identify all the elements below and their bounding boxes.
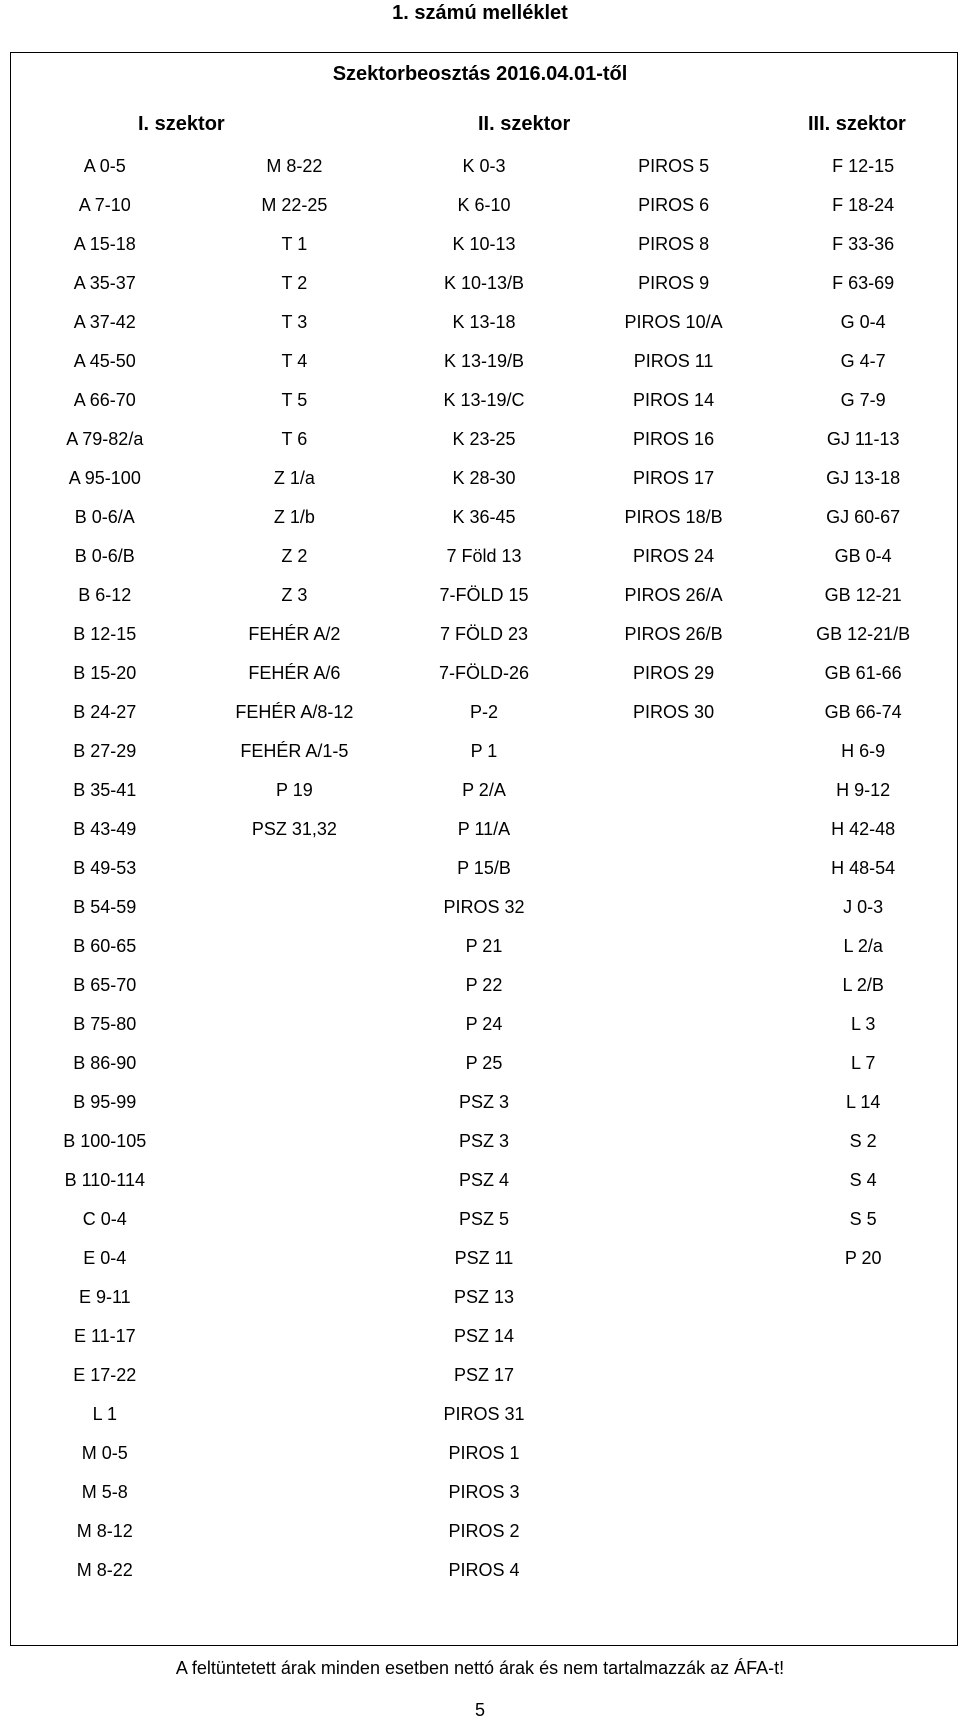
table-cell: K 23-25 — [452, 429, 516, 449]
table-cell: H 9-12 — [836, 780, 891, 800]
table-cell: B 100-105 — [63, 1131, 147, 1151]
table-cell: FEHÉR A/1-5 — [240, 741, 349, 761]
table-row — [10, 147, 958, 186]
table-cell — [200, 1512, 390, 1551]
table-cell: Z 2 — [281, 546, 308, 566]
table-row — [10, 849, 958, 888]
table-cell: PIROS 8 — [638, 234, 710, 254]
table-cell — [768, 1551, 958, 1590]
table-cell: PIROS 10/A — [624, 312, 723, 332]
table-row — [10, 1239, 958, 1278]
table-cell: FEHÉR A/2 — [248, 624, 341, 644]
table-cell: PSZ 31,32 — [251, 819, 337, 839]
table-cell: P 24 — [465, 1014, 503, 1034]
table-cell: Z 3 — [281, 585, 308, 605]
table-cell: A 15-18 — [73, 234, 136, 254]
table-cell: T 6 — [281, 429, 308, 449]
table-cell: PSZ 5 — [458, 1209, 509, 1229]
table-cell: J 0-3 — [843, 897, 884, 917]
table-cell: A 79-82/a — [66, 429, 144, 449]
table-cell — [579, 771, 769, 810]
table-cell: K 13-19/B — [443, 351, 525, 371]
table-cell — [768, 1434, 958, 1473]
table-row — [10, 1317, 958, 1356]
table-cell: P 15/B — [457, 858, 511, 878]
table-row — [10, 966, 958, 1005]
table-cell: F 18-24 — [832, 195, 895, 215]
table-cell: E 0-4 — [83, 1248, 127, 1268]
table-cell — [200, 1278, 390, 1317]
table-row — [10, 1278, 958, 1317]
table-cell: PIROS 31 — [443, 1404, 525, 1424]
table-cell: L 2/a — [843, 936, 883, 956]
table-cell — [579, 1434, 769, 1473]
table-cell: L 3 — [850, 1014, 876, 1034]
table-cell: PIROS 26/A — [624, 585, 723, 605]
table-cell — [200, 888, 390, 927]
table-cell — [200, 927, 390, 966]
table-cell — [200, 1005, 390, 1044]
table-cell — [200, 1551, 390, 1590]
table-row — [10, 1161, 958, 1200]
table-cell: 7 Föld 13 — [446, 546, 522, 566]
table-cell — [200, 1200, 390, 1239]
sector-header-2: II. szektor — [478, 113, 571, 135]
table-cell: 7-FÖLD 15 — [439, 585, 529, 605]
table-cell: K 6-10 — [457, 195, 511, 215]
table-cell: S 5 — [849, 1209, 877, 1229]
table-cell — [768, 1473, 958, 1512]
table-cell: P 11/A — [457, 819, 511, 839]
table-cell — [200, 1044, 390, 1083]
table-cell: GJ 13-18 — [826, 468, 901, 488]
table-row — [10, 1044, 958, 1083]
table-row — [10, 459, 958, 498]
table-cell: G 7-9 — [840, 390, 886, 410]
table-cell: PSZ 17 — [453, 1365, 514, 1385]
table-cell: G 0-4 — [840, 312, 886, 332]
table-cell: PIROS 2 — [448, 1521, 520, 1541]
table-cell — [579, 849, 769, 888]
table-cell: K 13-19/C — [443, 390, 525, 410]
table-cell: FEHÉR A/6 — [248, 663, 341, 683]
table-cell: E 9-11 — [78, 1287, 131, 1307]
table-cell: GB 12-21/B — [816, 624, 911, 644]
table-cell: GB 66-74 — [824, 702, 902, 722]
table-row — [10, 225, 958, 264]
table-cell: GB 61-66 — [824, 663, 902, 683]
table-row — [10, 498, 958, 537]
table-row — [10, 1395, 958, 1434]
table-cell: PIROS 16 — [633, 429, 715, 449]
table-row — [10, 654, 958, 693]
table-cell: PIROS 4 — [448, 1560, 520, 1580]
table-cell: S 2 — [849, 1131, 877, 1151]
table-cell: B 0-6/A — [74, 507, 135, 527]
table-row — [10, 1083, 958, 1122]
table-cell — [579, 1122, 769, 1161]
table-cell: P 21 — [465, 936, 503, 956]
table-row — [10, 381, 958, 420]
table-cell: S 4 — [849, 1170, 877, 1190]
table-cell: P 2/A — [462, 780, 506, 800]
table-row — [10, 186, 958, 225]
table-cell — [200, 1473, 390, 1512]
table-cell: PIROS 6 — [638, 195, 710, 215]
table-row — [10, 810, 958, 849]
table-row — [10, 576, 958, 615]
table-cell: Z 1/b — [273, 507, 315, 527]
table-cell: T 3 — [281, 312, 308, 332]
table-cell: PIROS 3 — [448, 1482, 520, 1502]
page-number: 5 — [474, 1700, 485, 1720]
table-row — [10, 693, 958, 732]
table-cell: B 43-49 — [73, 819, 137, 839]
table-cell: B 6-12 — [78, 585, 132, 605]
table-cell — [200, 1161, 390, 1200]
table-cell — [768, 1356, 958, 1395]
table-cell: B 0-6/B — [74, 546, 135, 566]
table-row — [10, 1551, 958, 1590]
footer-note: A feltüntetett árak minden esetben nettó árak és nem tartalmazzák az ÁFA-t! — [175, 1658, 785, 1678]
table-cell — [768, 1317, 958, 1356]
table-cell: A 37-42 — [73, 312, 136, 332]
table-cell: B 35-41 — [73, 780, 137, 800]
table-cell: K 10-13/B — [443, 273, 525, 293]
table-cell: H 6-9 — [841, 741, 886, 761]
table-cell: K 13-18 — [452, 312, 516, 332]
table-cell: K 28-30 — [452, 468, 516, 488]
table-cell: T 5 — [281, 390, 308, 410]
table-cell: PSZ 3 — [458, 1092, 509, 1112]
table-cell: T 1 — [281, 234, 308, 254]
table-cell: A 66-70 — [73, 390, 136, 410]
annex-title: 1. számú melléklet — [392, 2, 568, 24]
table-row — [10, 342, 958, 381]
table-cell: GB 0-4 — [834, 546, 892, 566]
table-cell: T 2 — [281, 273, 308, 293]
sector-header-1: I. szektor — [138, 113, 225, 135]
table-cell — [579, 1356, 769, 1395]
table-cell: 7-FÖLD-26 — [438, 663, 529, 683]
table-cell: A 45-50 — [73, 351, 136, 371]
table-cell — [579, 1005, 769, 1044]
table-cell: M 5-8 — [81, 1482, 128, 1502]
table-cell: P 25 — [465, 1053, 503, 1073]
table-cell — [579, 1551, 769, 1590]
table-cell: B 95-99 — [73, 1092, 137, 1112]
table-cell: GJ 60-67 — [826, 507, 901, 527]
table-row — [10, 537, 958, 576]
table-row — [10, 1200, 958, 1239]
table-cell — [200, 1317, 390, 1356]
table-cell: PSZ 3 — [458, 1131, 509, 1151]
table-row — [10, 264, 958, 303]
table-cell — [200, 1122, 390, 1161]
table-cell: PIROS 24 — [633, 546, 715, 566]
table-cell: PIROS 29 — [633, 663, 715, 683]
table-cell: PIROS 32 — [443, 897, 525, 917]
table-cell: F 33-36 — [832, 234, 895, 254]
table-cell: PIROS 5 — [638, 156, 710, 176]
table-cell: B 60-65 — [73, 936, 137, 956]
table-cell: FEHÉR A/8-12 — [235, 702, 354, 722]
table-row — [10, 303, 958, 342]
schedule-title: Szektorbeosztás 2016.04.01-től — [332, 63, 628, 85]
table-row — [10, 1434, 958, 1473]
table-cell — [200, 849, 390, 888]
table-cell: M 8-22 — [266, 156, 323, 176]
table-cell: B 27-29 — [73, 741, 137, 761]
table-cell: B 15-20 — [73, 663, 137, 683]
table-row — [10, 1005, 958, 1044]
table-cell: PSZ 13 — [453, 1287, 514, 1307]
table-cell: E 17-22 — [73, 1365, 137, 1385]
table-cell — [579, 1317, 769, 1356]
table-cell: L 14 — [845, 1092, 881, 1112]
table-cell: M 0-5 — [81, 1443, 128, 1463]
table-cell — [579, 966, 769, 1005]
table-cell: B 49-53 — [73, 858, 137, 878]
table-cell: M 8-22 — [76, 1560, 133, 1580]
table-cell — [579, 1200, 769, 1239]
table-cell: G 4-7 — [840, 351, 886, 371]
table-cell: PIROS 30 — [633, 702, 715, 722]
table-cell — [200, 966, 390, 1005]
table-cell — [579, 1473, 769, 1512]
table-cell — [200, 1239, 390, 1278]
table-cell: PSZ 4 — [458, 1170, 509, 1190]
table-cell: GJ 11-13 — [826, 429, 900, 449]
table-cell — [200, 1356, 390, 1395]
table-row — [10, 615, 958, 654]
table-cell: K 10-13 — [452, 234, 516, 254]
table-cell: L 1 — [92, 1404, 117, 1424]
table-cell: H 42-48 — [831, 819, 896, 839]
table-cell: B 110-114 — [64, 1170, 145, 1190]
table-cell: A 35-37 — [73, 273, 136, 293]
table-cell: P-2 — [469, 702, 498, 722]
table-cell: B 86-90 — [73, 1053, 137, 1073]
table-cell: T 4 — [281, 351, 308, 371]
table-cell: P 20 — [844, 1248, 882, 1268]
table-cell — [768, 1278, 958, 1317]
table-cell: E 11-17 — [73, 1326, 136, 1346]
table-cell: B 12-15 — [73, 624, 137, 644]
table-cell: A 95-100 — [68, 468, 141, 488]
table-cell: PIROS 11 — [633, 351, 714, 371]
table-cell: H 48-54 — [831, 858, 896, 878]
table-cell — [579, 927, 769, 966]
table-cell — [200, 1434, 390, 1473]
table-cell — [579, 732, 769, 771]
table-cell: PSZ 11 — [454, 1248, 514, 1268]
table-cell — [579, 1239, 769, 1278]
sector-table — [10, 147, 958, 1590]
table-cell — [579, 1044, 769, 1083]
table-cell: M 22-25 — [261, 195, 328, 215]
table-row — [10, 1122, 958, 1161]
table-cell: F 12-15 — [832, 156, 895, 176]
table-cell — [768, 1512, 958, 1551]
table-cell: P 1 — [470, 741, 498, 761]
table-row — [10, 420, 958, 459]
table-cell: L 7 — [850, 1053, 876, 1073]
table-cell: P 19 — [276, 780, 313, 800]
table-cell: PSZ 14 — [453, 1326, 514, 1346]
table-row — [10, 732, 958, 771]
table-cell: K 0-3 — [462, 156, 506, 176]
table-cell: A 0-5 — [83, 156, 126, 176]
table-cell: PIROS 1 — [448, 1443, 520, 1463]
table-cell: PIROS 18/B — [624, 507, 723, 527]
table-cell — [200, 1395, 390, 1434]
table-cell: P 22 — [465, 975, 503, 995]
table-cell — [579, 810, 769, 849]
table-cell: A 7-10 — [78, 195, 131, 215]
table-row — [10, 888, 958, 927]
table-cell — [768, 1395, 958, 1434]
table-cell: PIROS 17 — [633, 468, 715, 488]
table-cell: PIROS 9 — [638, 273, 710, 293]
table-cell — [579, 1083, 769, 1122]
table-cell: F 63-69 — [832, 273, 895, 293]
table-cell — [579, 1395, 769, 1434]
table-cell: M 8-12 — [76, 1521, 133, 1541]
sector-header-3: III. szektor — [808, 113, 906, 135]
table-cell: Z 1/a — [273, 468, 315, 488]
table-cell: C 0-4 — [82, 1209, 127, 1229]
table-cell — [579, 1512, 769, 1551]
table-cell — [579, 1278, 769, 1317]
table-cell: B 54-59 — [73, 897, 137, 917]
table-row — [10, 771, 958, 810]
table-row — [10, 1512, 958, 1551]
table-cell: L 2/B — [842, 975, 884, 995]
table-cell: GB 12-21 — [824, 585, 902, 605]
table-cell: PIROS 14 — [633, 390, 715, 410]
table-row — [10, 1473, 958, 1512]
table-cell: B 65-70 — [73, 975, 137, 995]
table-cell: B 75-80 — [73, 1014, 137, 1034]
table-cell — [579, 888, 769, 927]
table-cell: K 36-45 — [452, 507, 516, 527]
table-cell: PIROS 26/B — [624, 624, 723, 644]
table-cell: 7 FÖLD 23 — [439, 624, 528, 644]
table-cell — [200, 1083, 390, 1122]
table-row — [10, 1356, 958, 1395]
table-cell — [579, 1161, 769, 1200]
table-cell: B 24-27 — [73, 702, 137, 722]
table-row — [10, 927, 958, 966]
